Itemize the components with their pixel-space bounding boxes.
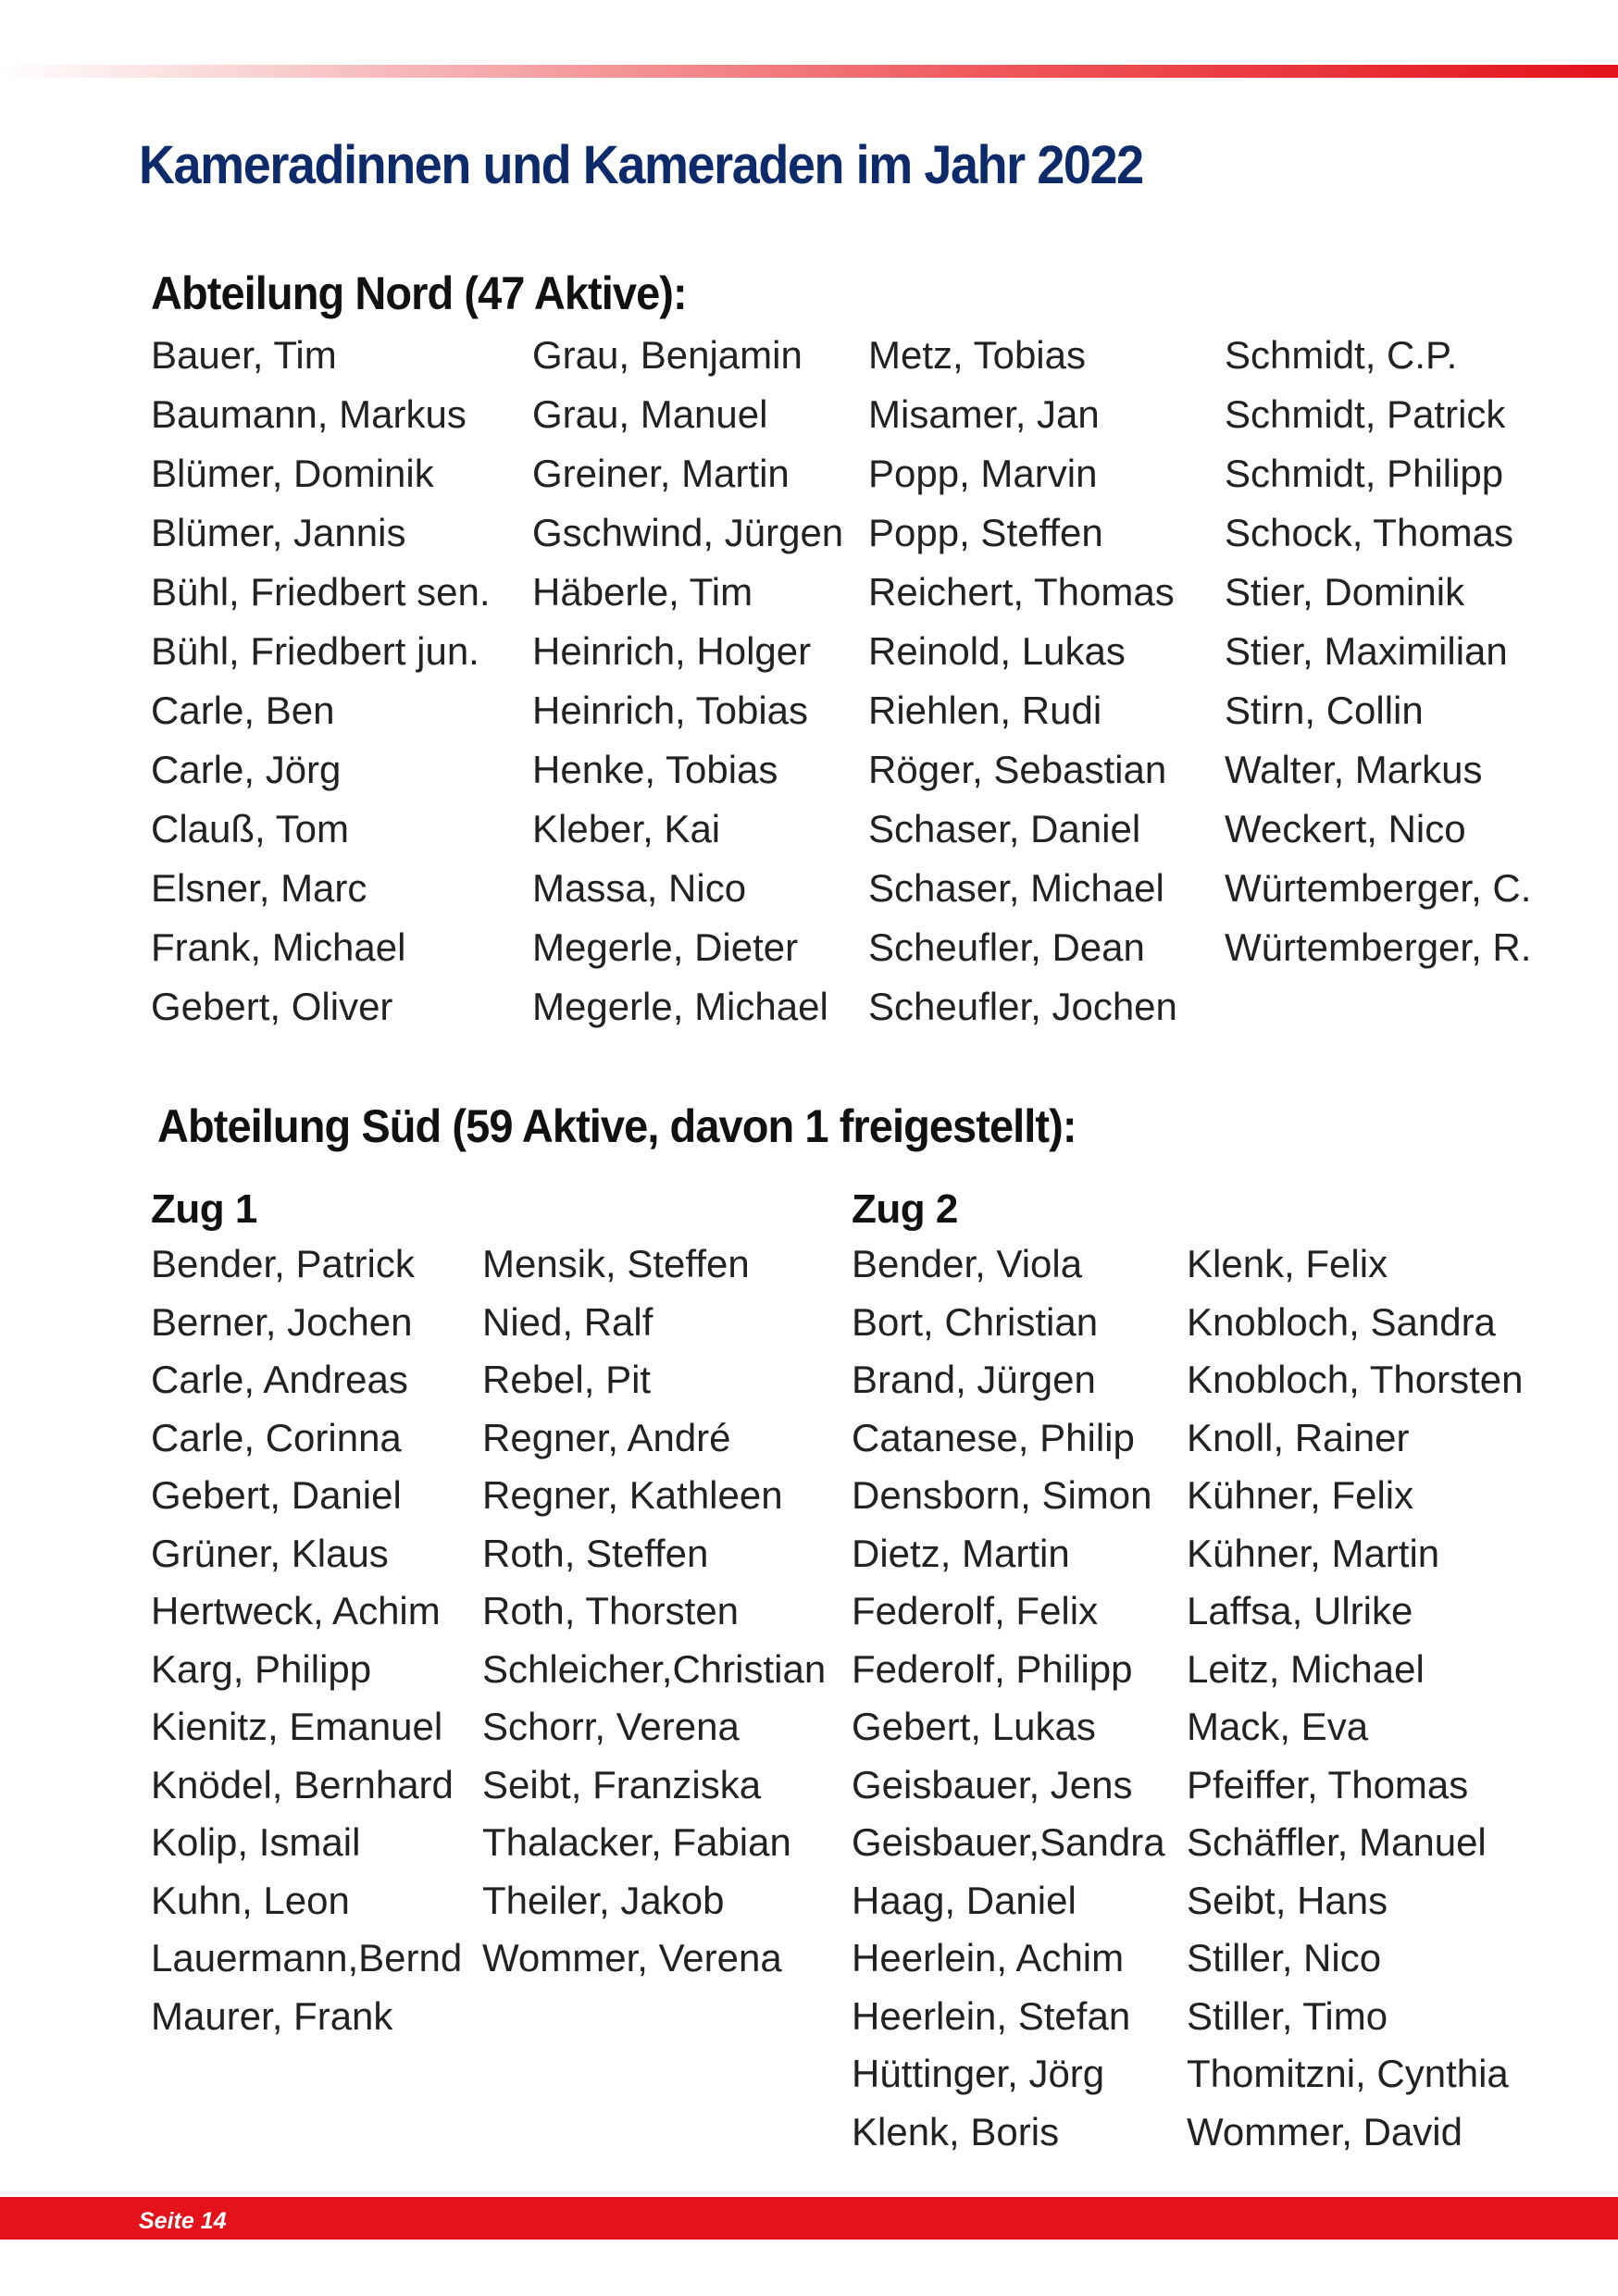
member-name: Gschwind, Jürgen	[532, 511, 844, 554]
member-name: Thomitzni, Cynthia	[1187, 2052, 1509, 2095]
nord-column-4	[1225, 326, 1531, 977]
member-name: Knobloch, Thorsten	[1187, 1358, 1524, 1401]
nord-column-1	[151, 326, 491, 1036]
member-name: Megerle, Michael	[532, 985, 828, 1028]
section-heading-nord: Abteilung Nord (47 Aktive):	[151, 267, 687, 319]
member-name: Dietz, Martin	[852, 1531, 1070, 1575]
member-name: Mensik, Steffen	[482, 1242, 750, 1285]
member-name: Carle, Andreas	[151, 1358, 408, 1401]
member-name: Rebel, Pit	[482, 1358, 652, 1401]
top-accent-bar	[0, 65, 1618, 78]
member-name: Geisbauer,Sandra	[852, 1820, 1165, 1864]
member-name: Bender, Patrick	[151, 1242, 415, 1285]
member-name: Stiller, Timo	[1187, 1993, 1388, 2038]
member-name: Klenk, Boris	[852, 2109, 1060, 2153]
member-name: Hertweck, Achim	[151, 1589, 441, 1632]
member-name: Regner, Kathleen	[482, 1473, 783, 1517]
member-name: Schmidt, C.P.	[1225, 333, 1458, 377]
member-name: Reichert, Thomas	[868, 570, 1175, 614]
member-name: Kolip, Ismail	[151, 1820, 361, 1864]
footer-bar	[0, 2197, 1618, 2240]
member-name: Federolf, Felix	[852, 1589, 1099, 1632]
member-name: Blümer, Jannis	[151, 511, 406, 554]
member-name: Bauer, Tim	[151, 333, 337, 377]
member-name: Klenk, Felix	[1187, 1242, 1388, 1285]
member-name: Knoll, Rainer	[1187, 1415, 1410, 1459]
member-name: Schmidt, Patrick	[1225, 392, 1506, 436]
member-name: Elsner, Marc	[151, 866, 367, 910]
member-name: Laffsa, Ulrike	[1187, 1589, 1413, 1632]
zug1-column-2	[482, 1235, 826, 1988]
member-name: Röger, Sebastian	[868, 748, 1167, 791]
nord-column-2	[532, 326, 843, 1036]
member-name: Stier, Dominik	[1225, 570, 1465, 614]
member-name: Wommer, Verena	[482, 1936, 782, 1980]
member-name: Bühl, Friedbert jun.	[151, 629, 479, 673]
member-name: Würtemberger, C.	[1225, 866, 1532, 910]
member-name: Seibt, Franziska	[482, 1762, 762, 1806]
member-name: Metz, Tobias	[868, 333, 1086, 377]
member-name: Bühl, Friedbert sen.	[151, 570, 491, 614]
member-name: Haag, Daniel	[852, 1878, 1077, 1922]
member-name: Stiller, Nico	[1187, 1936, 1382, 1980]
member-name: Blümer, Dominik	[151, 452, 434, 495]
member-name: Popp, Steffen	[868, 511, 1103, 554]
member-name: Walter, Markus	[1225, 748, 1483, 791]
member-name: Riehlen, Rudi	[868, 689, 1102, 732]
member-name: Nied, Ralf	[482, 1299, 653, 1344]
member-name: Bender, Viola	[852, 1242, 1083, 1285]
page-title: Kameradinnen und Kameraden im Jahr 2022	[139, 135, 1143, 195]
member-name: Schorr, Verena	[482, 1705, 740, 1748]
member-name: Häberle, Tim	[532, 570, 753, 614]
zug2-column-2	[1187, 1235, 1523, 2161]
member-name: Stirn, Collin	[1225, 689, 1424, 732]
member-name: Megerle, Dieter	[532, 925, 799, 969]
member-name: Theiler, Jakob	[482, 1878, 725, 1922]
member-name: Schaser, Daniel	[868, 807, 1141, 850]
member-name: Scheufler, Dean	[868, 925, 1145, 969]
member-name: Schock, Thomas	[1225, 511, 1514, 554]
member-name: Catanese, Philip	[852, 1415, 1135, 1459]
member-name: Carle, Corinna	[151, 1415, 402, 1459]
member-name: Stier, Maximilian	[1225, 629, 1508, 673]
member-name: Brand, Jürgen	[852, 1358, 1096, 1401]
member-name: Weckert, Nico	[1225, 807, 1466, 850]
member-name: Gebert, Daniel	[151, 1473, 402, 1517]
member-name: Grau, Manuel	[532, 392, 768, 436]
member-name: Heinrich, Holger	[532, 629, 812, 673]
member-name: Clauß, Tom	[151, 807, 349, 850]
member-name: Carle, Ben	[151, 689, 335, 732]
nord-column-3	[868, 326, 1177, 1036]
member-name: Maurer, Frank	[151, 1993, 393, 2038]
member-name: Kleber, Kai	[532, 807, 721, 850]
member-name: Heerlein, Achim	[852, 1936, 1125, 1980]
member-name: Grau, Benjamin	[532, 333, 803, 377]
member-name: Mack, Eva	[1187, 1705, 1369, 1748]
zug1-column-1	[151, 1235, 462, 2045]
member-name: Grüner, Klaus	[151, 1531, 389, 1575]
member-name: Schaser, Michael	[868, 866, 1164, 910]
zug2-heading: Zug 2	[852, 1186, 958, 1232]
member-name: Federolf, Philipp	[852, 1646, 1133, 1691]
section-heading-sued: Abteilung Süd (59 Aktive, davon 1 freigestellt):	[157, 1100, 1077, 1152]
member-name: Greiner, Martin	[532, 452, 790, 495]
member-name: Roth, Steffen	[482, 1531, 709, 1575]
member-name: Bort, Christian	[852, 1299, 1099, 1344]
member-name: Thalacker, Fabian	[482, 1820, 791, 1864]
member-name: Berner, Jochen	[151, 1299, 413, 1344]
member-name: Karg, Philipp	[151, 1646, 372, 1691]
member-name: Gebert, Lukas	[852, 1705, 1096, 1748]
member-name: Seibt, Hans	[1187, 1878, 1388, 1922]
member-name: Regner, André	[482, 1415, 731, 1459]
page-number: Seite 14	[139, 2208, 227, 2234]
member-name: Reinold, Lukas	[868, 629, 1126, 673]
member-name: Massa, Nico	[532, 866, 747, 910]
member-name: Schäffler, Manuel	[1187, 1820, 1487, 1864]
member-name: Baumann, Markus	[151, 392, 467, 436]
member-name: Wommer, David	[1187, 2109, 1462, 2153]
member-name: Leitz, Michael	[1187, 1646, 1425, 1691]
member-name: Gebert, Oliver	[151, 985, 393, 1028]
member-name: Scheufler, Jochen	[868, 985, 1177, 1028]
member-name: Frank, Michael	[151, 925, 406, 969]
member-name: Densborn, Simon	[852, 1473, 1152, 1517]
member-name: Kühner, Felix	[1187, 1473, 1414, 1517]
member-name: Roth, Thorsten	[482, 1589, 740, 1632]
member-name: Pfeiffer, Thomas	[1187, 1762, 1469, 1806]
member-name: Knobloch, Sandra	[1187, 1299, 1496, 1344]
member-name: Misamer, Jan	[868, 392, 1100, 436]
member-name: Popp, Marvin	[868, 452, 1098, 495]
member-name: Kienitz, Emanuel	[151, 1705, 443, 1748]
member-name: Geisbauer, Jens	[852, 1762, 1133, 1806]
member-name: Schmidt, Philipp	[1225, 452, 1504, 495]
member-name: Carle, Jörg	[151, 748, 342, 791]
member-name: Heinrich, Tobias	[532, 689, 809, 732]
zug2-column-1	[852, 1235, 1165, 2161]
member-name: Kuhn, Leon	[151, 1878, 350, 1922]
member-name: Knödel, Bernhard	[151, 1762, 454, 1806]
member-name: Henke, Tobias	[532, 748, 778, 791]
member-name: Lauermann,Bernd	[151, 1936, 463, 1980]
member-name: Hüttinger, Jörg	[852, 2052, 1105, 2095]
member-name: Schleicher,Christian	[482, 1646, 827, 1691]
member-name: Heerlein, Stefan	[852, 1993, 1131, 2038]
zug1-heading: Zug 1	[151, 1186, 257, 1232]
member-name: Würtemberger, R.	[1225, 925, 1532, 969]
member-name: Kühner, Martin	[1187, 1531, 1440, 1575]
